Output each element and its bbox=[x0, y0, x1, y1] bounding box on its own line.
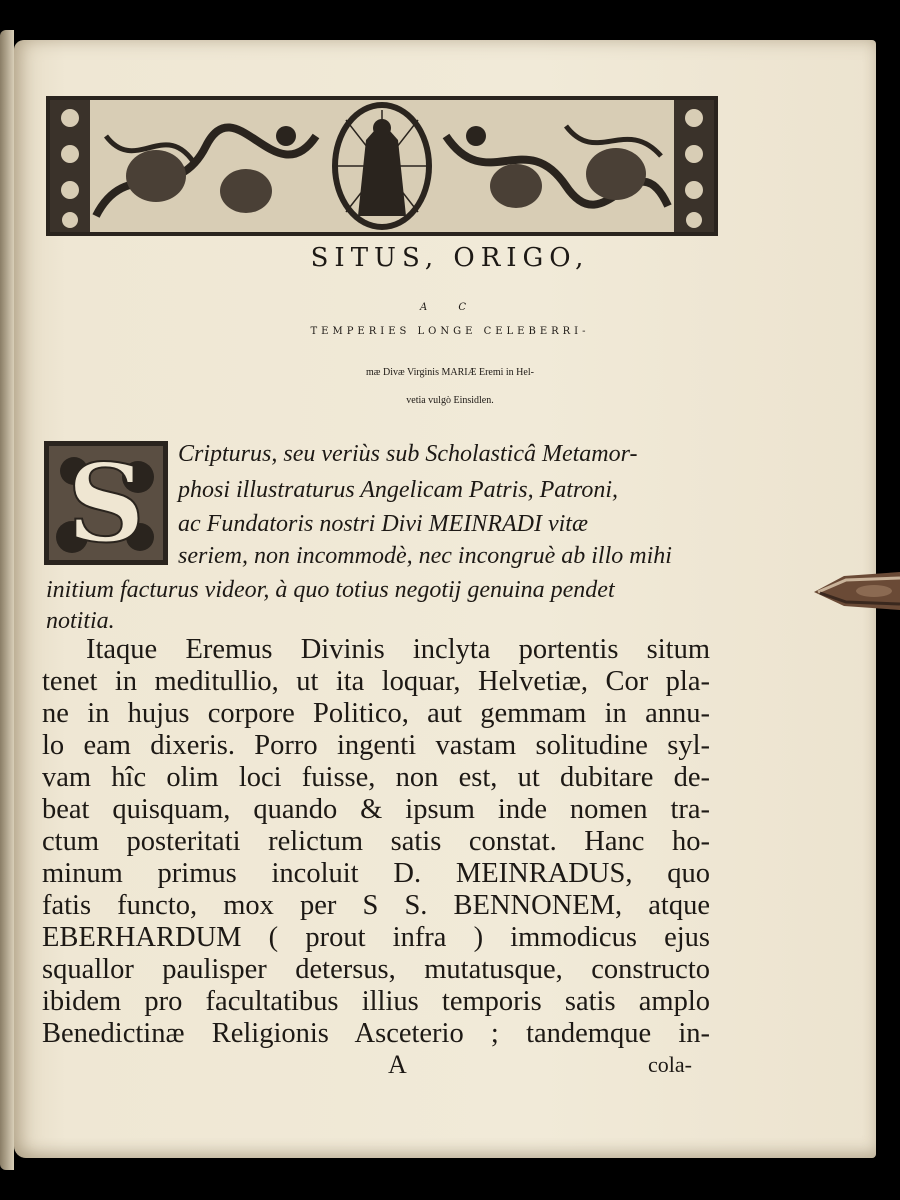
body-line: ctum posteritati relictum satis constat. Hanc ho- bbox=[42, 826, 710, 857]
svg-text:S: S bbox=[67, 441, 145, 565]
body-line: fatis functo, mox per S S. BENNONEM, atque bbox=[42, 890, 710, 921]
intro-line: Cripturus, seu veriùs sub Scholasticâ Metamor- bbox=[178, 441, 638, 467]
title-line-4: mæ Divæ Virginis MARIÆ Eremi in Hel- bbox=[366, 367, 534, 378]
body-line: Benedictinæ Religionis Asceterio ; tandemque in- bbox=[42, 1018, 710, 1049]
body-line: vam hîc olim loci fuisse, non est, ut dubitare de- bbox=[42, 762, 710, 793]
body-line: minum primus incoluit D. MEINRADUS, quo bbox=[42, 858, 710, 889]
signature-mark: A bbox=[388, 1050, 407, 1079]
body-line: tenet in meditullio, ut ita loquar, Helvetiæ, Cor pla- bbox=[42, 666, 710, 697]
body-line: squallor paulisper detersus, mutatusque, constructo bbox=[42, 954, 710, 985]
body-line: ne in hujus corpore Politico, aut gemmam in annu- bbox=[42, 698, 710, 729]
body-line: Itaque Eremus Divinis inclyta portentis situm bbox=[86, 634, 710, 665]
title-line-1: SITUS, ORIGO, bbox=[310, 243, 590, 273]
page-clip bbox=[814, 566, 900, 616]
decorated-initial bbox=[44, 441, 168, 565]
woodcut-headpiece bbox=[46, 96, 718, 236]
intro-line: seriem, non incommodè, nec incongruè ab illo mihi bbox=[178, 543, 672, 569]
title-line-3: TEMPERIES LONGE CELEBERRI- bbox=[310, 326, 590, 337]
intro-line: notitia. bbox=[46, 608, 115, 634]
body-line: beat quisquam, quando & ipsum inde nomen tra- bbox=[42, 794, 710, 825]
title-line-2: A C bbox=[419, 302, 481, 313]
intro-line: initium facturus videor, à quo totius negotij genuina pendet bbox=[46, 577, 615, 603]
page-edge bbox=[0, 30, 14, 1170]
body-line: lo eam dixeris. Porro ingenti vastam solitudine syl- bbox=[42, 730, 710, 761]
body-line: ibidem pro facultatibus illius temporis satis amplo bbox=[42, 986, 710, 1017]
body-line: EBERHARDUM ( prout infra ) immodicus ejus bbox=[42, 922, 710, 953]
catchword: cola- bbox=[648, 1052, 692, 1077]
title-line-5: vetia vulgò Einsidlen. bbox=[406, 395, 494, 406]
intro-line: phosi illustraturus Angelicam Patris, Patroni, bbox=[178, 477, 619, 503]
intro-line: ac Fundatoris nostri Divi MEINRADI vitæ bbox=[178, 511, 588, 537]
